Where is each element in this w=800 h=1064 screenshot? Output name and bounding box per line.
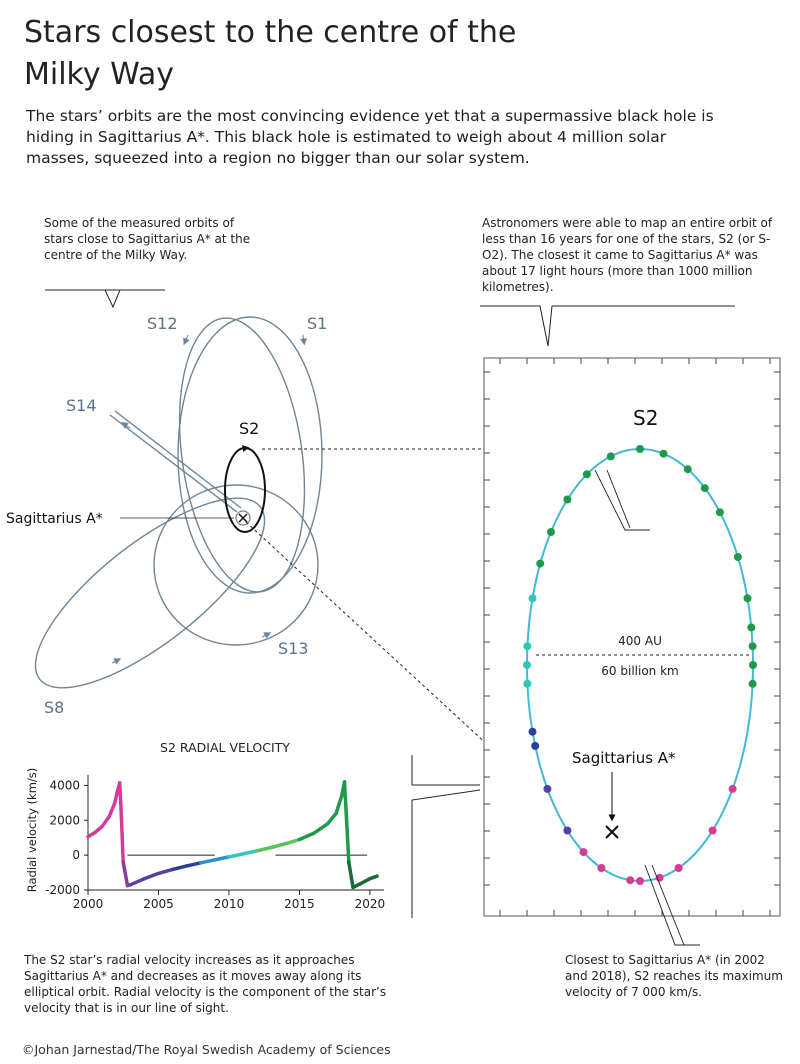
velocity-segment xyxy=(243,851,257,854)
orbit-s14 xyxy=(110,411,241,512)
chart-ylabel: Radial velocity (km/s) xyxy=(25,767,39,893)
s2-observation-point xyxy=(636,877,644,885)
credit: ©Johan Jarnestad/The Royal Swedish Academy of Sciences xyxy=(22,1042,391,1057)
velocity-segment xyxy=(201,860,215,863)
s2-observation-point xyxy=(684,465,692,473)
velocity-segment xyxy=(159,869,173,873)
velocity-segment xyxy=(144,873,158,878)
velocity-segment xyxy=(314,824,328,834)
y-tick-label: 4000 xyxy=(49,778,80,793)
s2-observation-point xyxy=(531,742,539,750)
closest-caption: Closest to Sagittarius A* (in 2002 and 2018), S2 reaches its maximum velocity of 7 000 km/s. xyxy=(565,953,783,999)
s2-observation-point xyxy=(529,594,537,602)
left-caption: Some of the measured orbits of stars close to Sagittarius A* at the centre of the Milky Way. xyxy=(44,216,251,262)
y-tick-label: 0 xyxy=(72,848,80,863)
velocity-segment xyxy=(123,862,127,886)
s2-observation-point xyxy=(749,661,757,669)
label-s8: S8 xyxy=(44,698,65,717)
s2-observation-point xyxy=(523,642,531,650)
s2-observation-point xyxy=(744,594,752,602)
velocity-segment xyxy=(121,810,123,862)
s2-observation-point xyxy=(580,848,588,856)
s2-observation-point xyxy=(729,785,737,793)
s2-observation-point xyxy=(523,680,531,688)
s2-observation-point xyxy=(597,864,605,872)
s2-observation-point xyxy=(709,827,717,835)
orbit-s12 xyxy=(163,310,320,600)
arrow-s12 xyxy=(185,335,188,342)
velocity-caption: The S2 star’s radial velocity increases as it approaches Sagittarius A* and decreases as it moves away along its elliptical orbit. Radial velocity is the component of the star’s velocity that is in our line of sight. xyxy=(24,953,387,1015)
label-s13: S13 xyxy=(278,639,309,658)
velocity-segment xyxy=(349,862,353,887)
intro-text: The stars’ orbits are the most convincing evidence yet that a supermassive black hole is hiding in Sagittarius A*. This black hole is estimated to weigh about 4 million solar masses, squeezed into a region no bigger than our solar system. xyxy=(26,107,714,167)
s2-panel xyxy=(484,358,780,945)
s2-observation-point xyxy=(607,452,615,460)
s2-observation-point xyxy=(543,785,551,793)
chart-bracket xyxy=(412,755,480,918)
velocity-segment xyxy=(229,854,243,857)
velocity-segment xyxy=(285,840,299,844)
label-s12: S12 xyxy=(147,314,178,333)
velocity-segment xyxy=(345,782,347,820)
s2-observation-point xyxy=(536,560,544,568)
arrow-s8 xyxy=(112,660,118,663)
s2-observation-point xyxy=(636,445,644,453)
panel-sgr-label: Sagittarius A* xyxy=(572,749,676,767)
label-s14: S14 xyxy=(66,396,97,415)
x-tick-label: 2000 xyxy=(72,897,104,911)
s2-observation-point xyxy=(563,827,571,835)
velocity-segment xyxy=(370,876,377,879)
au-label: 400 AU xyxy=(618,634,662,648)
velocity-segment xyxy=(257,848,271,851)
velocity-segment xyxy=(130,879,144,885)
arrow-s13 xyxy=(262,634,268,637)
label-sgr: Sagittarius A* xyxy=(6,511,103,527)
velocity-segment xyxy=(215,857,229,860)
velocity-segment xyxy=(271,844,285,848)
right-caption: Astronomers were able to map an entire orbit of less than 16 years for one of the stars, S2 (or S-O2). The closest it came to Sagittarius A* was about 17 light hours (more than 1000 million kilometres). xyxy=(482,216,773,294)
s2-observation-point xyxy=(747,624,755,632)
velocity-segment xyxy=(109,803,115,817)
s2-observation-point xyxy=(583,470,591,478)
x-tick-label: 2005 xyxy=(143,897,174,911)
velocity-segment xyxy=(336,796,342,813)
s2-observation-point xyxy=(626,876,634,884)
rv-chart xyxy=(25,740,385,911)
velocity-segment xyxy=(328,813,337,824)
orbit-s1 xyxy=(178,317,322,593)
label-s2: S2 xyxy=(239,419,260,438)
velocity-segment xyxy=(120,783,121,810)
velocity-segment xyxy=(347,820,349,862)
s2-observation-point xyxy=(749,642,757,650)
right-callout xyxy=(480,306,735,346)
s2-observation-point xyxy=(675,864,683,872)
s2-observation-point xyxy=(523,661,531,669)
s2-observation-point xyxy=(529,728,537,736)
y-tick-label: -2000 xyxy=(45,883,80,897)
km-label: 60 billion km xyxy=(601,664,679,678)
s2-observation-point xyxy=(749,680,757,688)
velocity-segment xyxy=(115,791,118,803)
x-tick-label: 2015 xyxy=(284,897,315,911)
s2-observation-point xyxy=(716,508,724,516)
label-s1: S1 xyxy=(307,314,328,333)
s2-observation-point xyxy=(563,496,571,504)
s2-observation-point xyxy=(701,484,709,492)
velocity-segment xyxy=(187,863,201,866)
s2-observation-point xyxy=(660,450,668,458)
velocity-segment xyxy=(299,833,313,839)
velocity-segment xyxy=(173,866,187,870)
s2-observation-point xyxy=(547,528,555,536)
x-tick-label: 2010 xyxy=(213,897,245,911)
s2-observation-point xyxy=(734,553,742,561)
left-callout xyxy=(45,290,165,307)
y-tick-label: 2000 xyxy=(49,813,80,828)
sgr-cross-icon xyxy=(239,514,247,522)
velocity-segment xyxy=(102,817,109,827)
chart-title: S2 RADIAL VELOCITY xyxy=(160,740,290,755)
x-tick-label: 2020 xyxy=(354,897,386,911)
panel-title: S2 xyxy=(633,406,659,430)
page-title: Stars closest to the centre of the Milky Way xyxy=(24,15,517,92)
arrow-s1 xyxy=(303,335,304,342)
